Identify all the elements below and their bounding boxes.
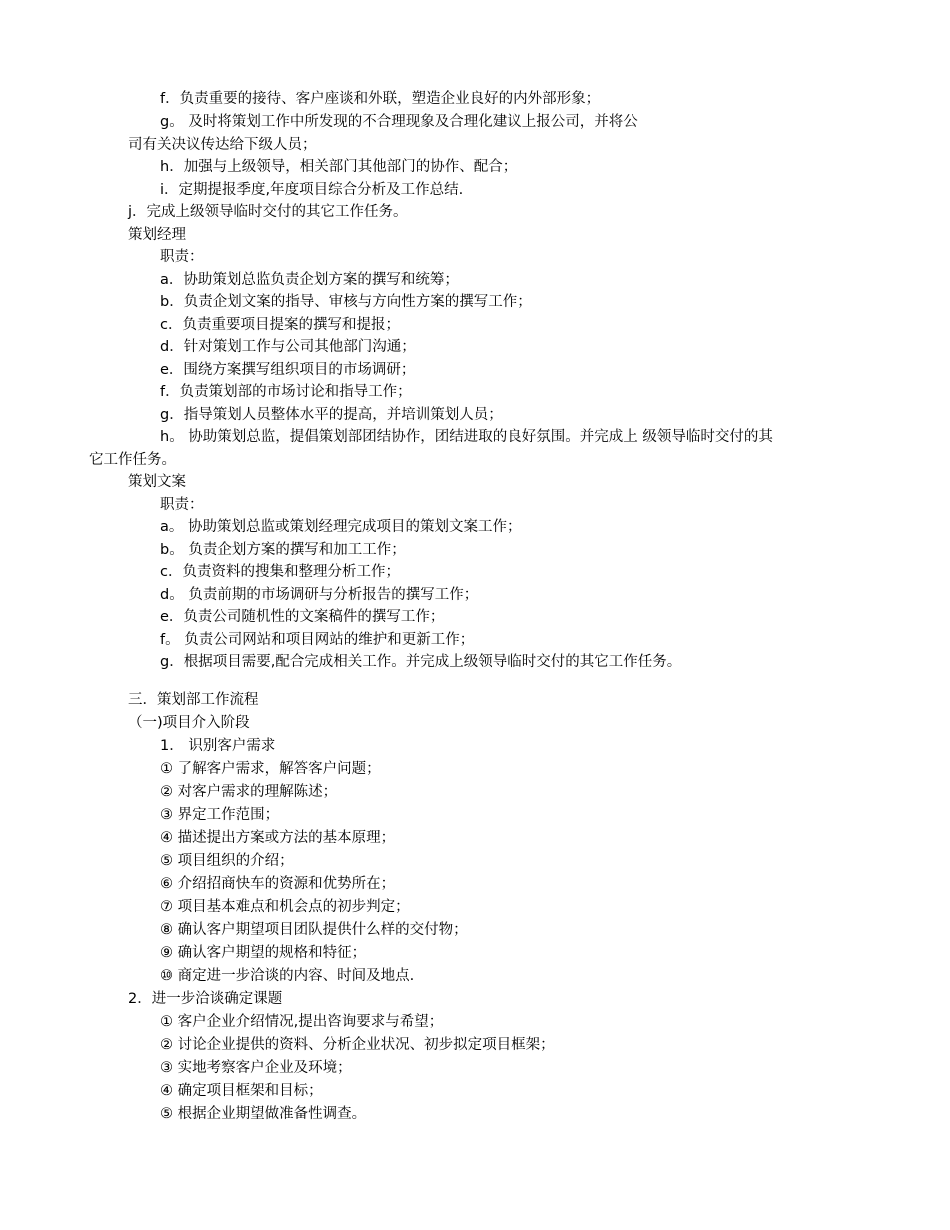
section-heading-workflow: 三．策划部工作流程 — [128, 692, 259, 708]
step-1-item-3: ③ 界定工作范围； — [160, 807, 280, 823]
step-1-item-5: ⑤ 项目组织的介绍； — [160, 853, 294, 869]
chief-item-g: g。 及时将策划工作中所发现的不合理现象及合理化建议上报公司，并将公 — [160, 114, 638, 130]
manager-item-e: e．围绕方案撰写组织项目的市场调研； — [160, 362, 416, 378]
copywriter-item-d: d。 负责前期的市场调研与分析报告的撰写工作； — [160, 587, 479, 603]
manager-item-b: b．负责企划文案的指导、审核与方向性方案的撰写工作； — [160, 294, 532, 310]
manager-item-d: d．针对策划工作与公司其他部门沟通； — [160, 339, 416, 355]
copywriter-title: 策划文案 — [128, 474, 186, 490]
manager-item-f: f．负责策划部的市场讨论和指导工作； — [160, 384, 412, 400]
step-1-item-9: ⑨ 确认客户期望的规格和特征； — [160, 945, 367, 961]
copywriter-item-e: e．负责公司随机性的文案稿件的撰写工作； — [160, 609, 445, 625]
chief-item-i: i．定期提报季度,年度项目综合分析及工作总结. — [160, 182, 464, 198]
stage-1-title: （一)项目介入阶段 — [128, 715, 250, 731]
manager-item-c: c．负责重要项目提案的撰写和提报； — [160, 317, 400, 333]
copywriter-duties-label: 职责： — [160, 497, 204, 513]
step-2-item-1: ① 客户企业介绍情况,提出咨询要求与希望； — [160, 1014, 444, 1030]
chief-item-f: f．负责重要的接待、客户座谈和外联，塑造企业良好的内外部形象； — [160, 91, 601, 107]
step-1-item-1: ① 了解客户需求，解答客户问题； — [160, 761, 381, 777]
manager-item-h-cont: 它工作任务。 — [89, 452, 176, 468]
chief-item-h: h．加强与上级领导，相关部门其他部门的协作、配合； — [160, 159, 518, 175]
copywriter-item-b: b。 负责企划方案的撰写和加工工作； — [160, 542, 406, 558]
copywriter-item-f: f。 负责公司网站和项目网站的维护和更新工作； — [160, 632, 475, 648]
copywriter-item-a: a。 协助策划总监或策划经理完成项目的策划文案工作； — [160, 519, 522, 535]
chief-item-g-cont: 司有关决议传达给下级人员； — [128, 137, 317, 153]
manager-item-g: g．指导策划人员整体水平的提高，并培训策划人员； — [160, 407, 503, 423]
manager-item-h: h。 协助策划总监，提倡策划部团结协作，团结进取的良好氛围。并完成上 级领导临时交付的其 — [160, 429, 773, 445]
step-2-item-3: ③ 实地考察客户企业及环境； — [160, 1060, 352, 1076]
step-2-item-4: ④ 确定项目框架和目标； — [160, 1083, 323, 1099]
step-1-item-4: ④ 描述提出方案或方法的基本原理； — [160, 830, 396, 846]
step-1-title: 1． 识别客户需求 — [160, 738, 276, 754]
step-2-item-2: ② 讨论企业提供的资料、分析企业状况、初步拟定项目框架； — [160, 1037, 555, 1053]
copywriter-item-g: g．根据项目需要,配合完成相关工作。并完成上级领导临时交付的其它工作任务。 — [160, 654, 682, 670]
copywriter-item-c: c．负责资料的搜集和整理分析工作； — [160, 564, 400, 580]
manager-item-a: a．协助策划总监负责企划方案的撰写和统筹； — [160, 272, 459, 288]
step-1-item-10: ⑩ 商定进一步洽谈的内容、时间及地点. — [160, 968, 415, 984]
chief-item-j: j．完成上级领导临时交付的其它工作任务。 — [128, 204, 408, 220]
step-2-item-5: ⑤ 根据企业期望做准备性调查。 — [160, 1106, 367, 1122]
step-1-item-8: ⑧ 确认客户期望项目团队提供什么样的交付物； — [160, 922, 468, 938]
step-1-item-2: ② 对客户需求的理解陈述； — [160, 784, 338, 800]
manager-duties-label: 职责： — [160, 249, 204, 265]
manager-title: 策划经理 — [128, 227, 186, 243]
step-1-item-7: ⑦ 项目基本难点和机会点的初步判定； — [160, 899, 410, 915]
step-2-title: 2．进一步洽谈确定课题 — [128, 991, 283, 1007]
step-1-item-6: ⑥ 介绍招商快车的资源和优势所在； — [160, 876, 396, 892]
